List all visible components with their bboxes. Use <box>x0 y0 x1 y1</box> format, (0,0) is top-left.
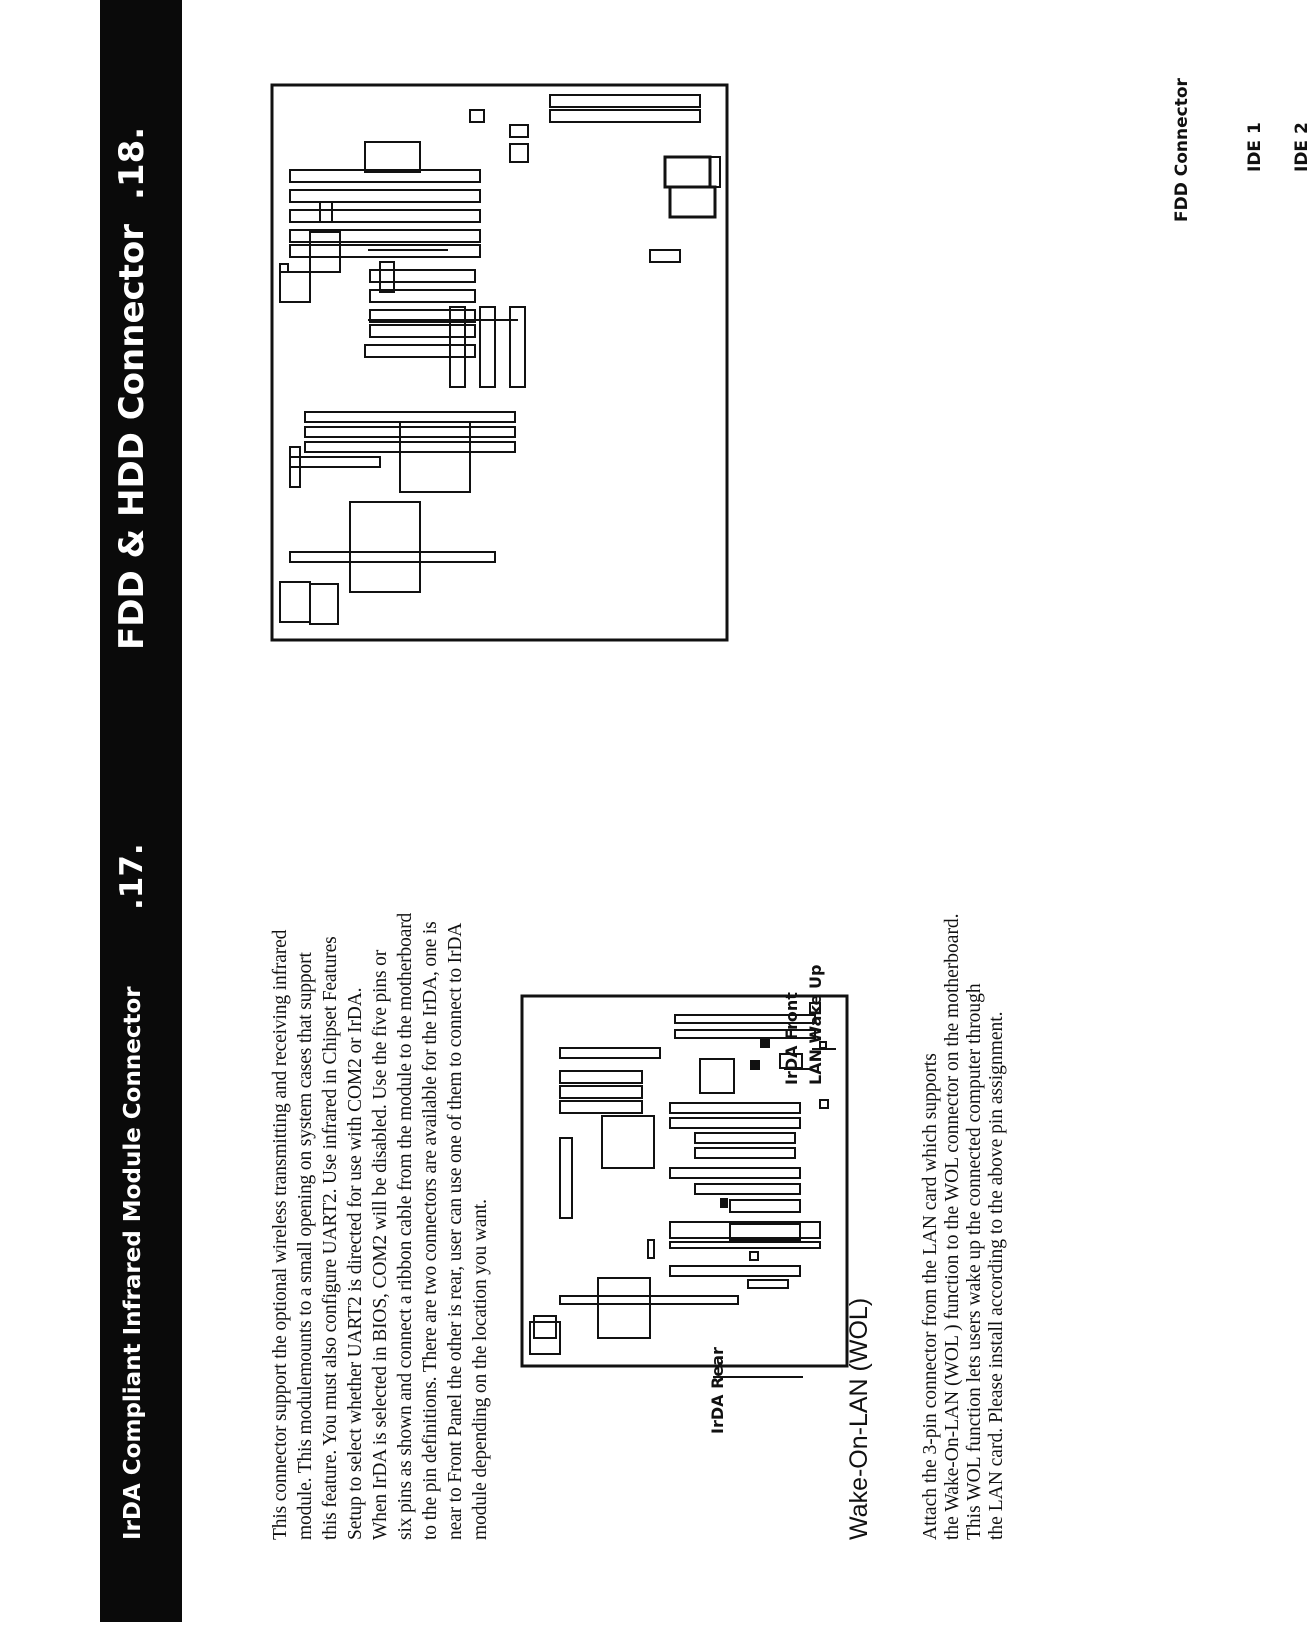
irda-line: module. This modulemounts to a small opening on system cases that support <box>295 952 316 1540</box>
fdd-hdd-leader-lines <box>368 140 528 340</box>
ide2-label: IDE 2 <box>1292 122 1312 172</box>
irda-line: This connector support the optional wireless transmitting and receiving infrared <box>270 929 291 1540</box>
wol-description <box>920 840 1008 1540</box>
fdd-hdd-section-number: .18. <box>112 126 152 200</box>
irda-rear-label: IrDA Rear <box>708 1347 727 1434</box>
irda-line: When IrDA is selected in BIOS, COM2 will be disabled. Use the five pins or <box>370 949 391 1540</box>
ide1-label: IDE 1 <box>1245 122 1265 172</box>
irda-front-label: IrDA Front <box>782 992 801 1085</box>
lan-wake-up-label: LAN Wake Up <box>806 964 825 1085</box>
wol-line: the LAN card. Please install according to the above pin assignment. <box>986 1011 1007 1540</box>
wol-line: Attach the 3-pin connector from the LAN card which supports <box>920 1053 941 1540</box>
irda-line: near to Front Panel the other is rear, user can use one of them to connect to IrDA <box>445 922 466 1540</box>
wol-line: the Wake-On-LAN (WOL ) function to the WOL connector on the motherboard. <box>942 913 963 1540</box>
fdd-connector-label: FDD Connector <box>1172 78 1192 222</box>
irda-line: six pins as shown and connect a ribbon cable from the module to the motherboard <box>395 912 416 1540</box>
fdd-hdd-section-title: FDD & HDD Connector <box>112 223 152 650</box>
irda-section-number: .17. <box>114 843 150 910</box>
irda-line: Setup to select whether UART2 is directed for use with COM2 or IrDA. <box>345 987 366 1540</box>
wol-heading: Wake-On-LAN (WOL) <box>845 1297 873 1540</box>
irda-line: to the pin definitions. There are two connectors are available for the IrDA, one is <box>420 921 441 1540</box>
irda-line: this feature. You must also configure UART2. Use infrared in Chipset Features <box>320 936 341 1540</box>
irda-section-title: IrDA Compliant Infrared Module Connector <box>120 986 146 1540</box>
irda-description <box>268 912 493 1540</box>
wol-line: This WOL function lets users wake up the connected computer through <box>964 983 985 1540</box>
irda-line: module depending on the location you want. <box>470 1199 491 1540</box>
